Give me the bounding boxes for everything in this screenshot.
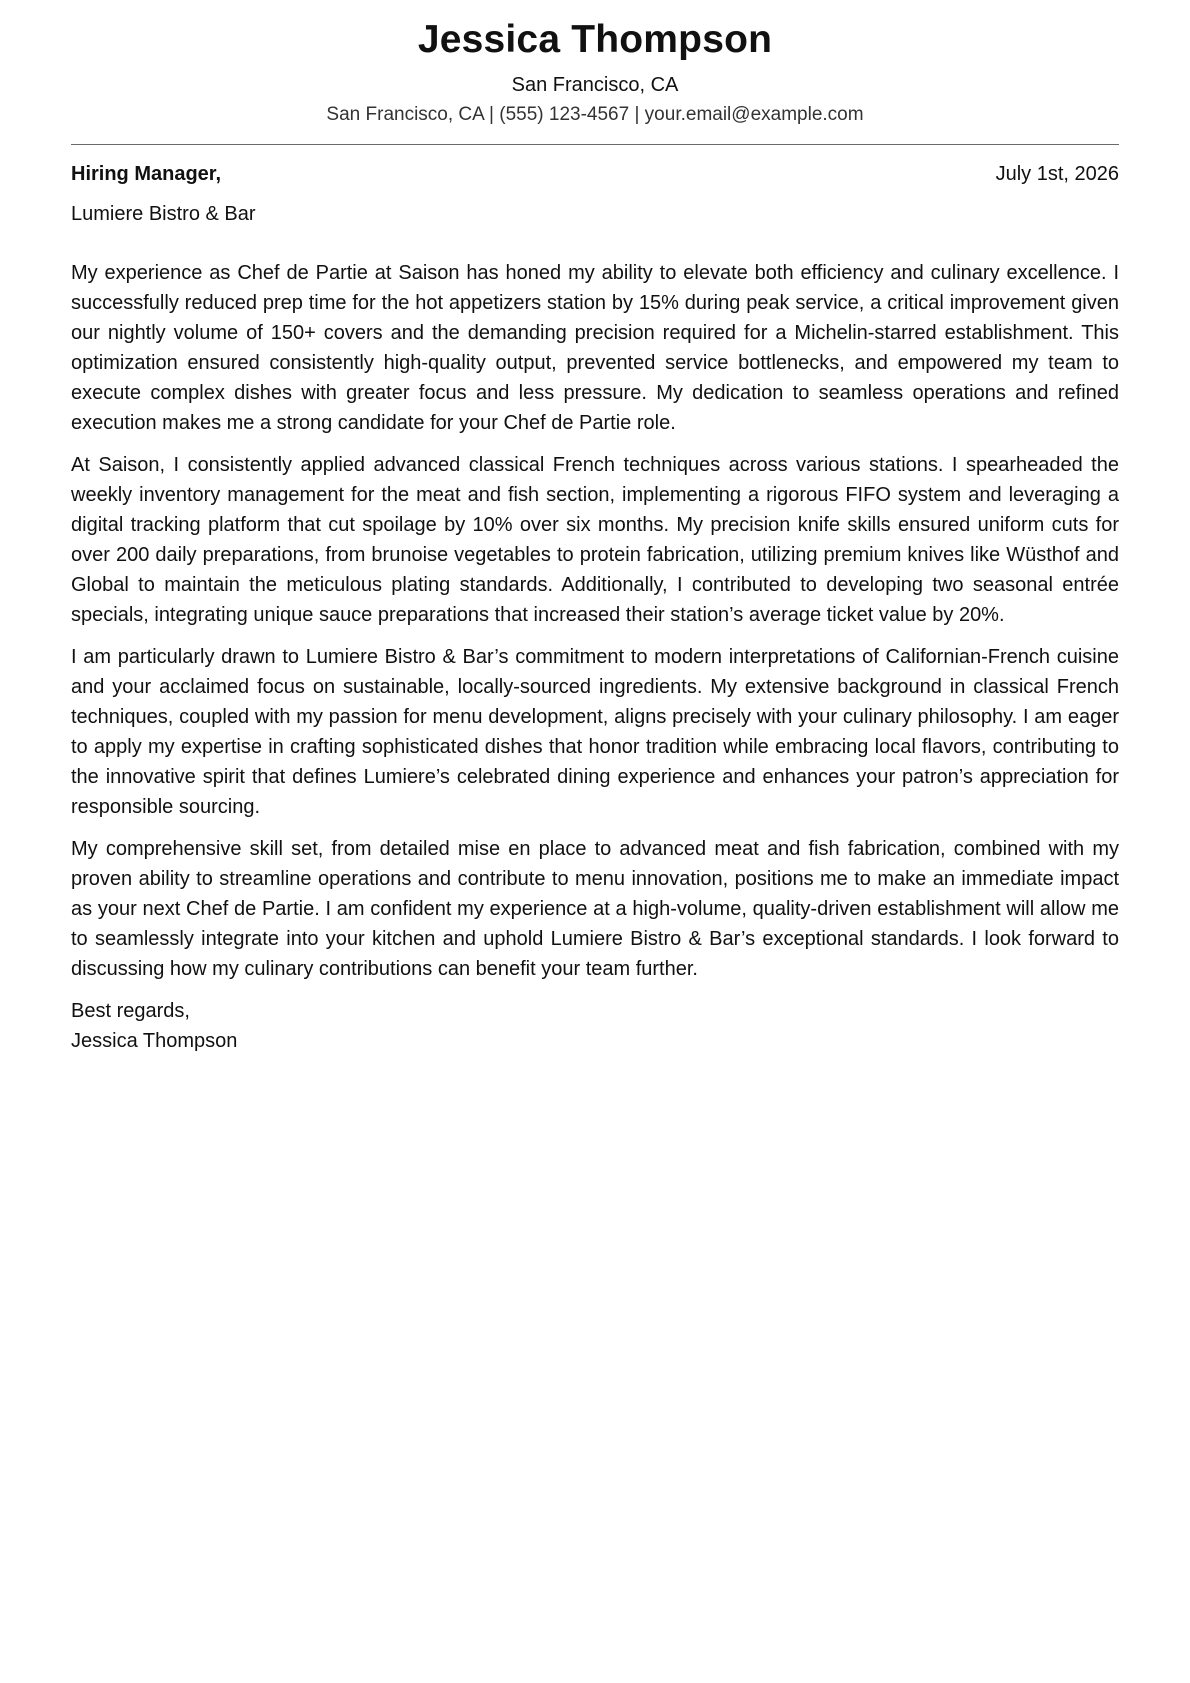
body-paragraph: My experience as Chef de Partie at Saison has honed my ability to elevate both efficiency and culinary excellence. I successfully reduced prep time for the hot appetizers station by 15% during peak service, a critical improvement given our nightly volume of 150+ covers and the demanding precision required for a Michelin-starred establishment. This optimization ensured consistently high-quality output, prevented service bottlenecks, and empowered my team to execute complex dishes with greater focus and less pressure. My dedication to seamless operations and refined execution makes me a strong candidate for your Chef de Partie role. (71, 262, 1119, 434)
body-paragraph: I am particularly drawn to Lumiere Bistro & Bar’s commitment to modern interpretations of Californian-French cuisine and your acclaimed focus on sustainable, locally-sourced ingredients. My extensive background in classical French techniques, coupled with my passion for menu development, aligns precisely with your culinary philosophy. I am eager to apply my expertise in crafting sophisticated dishes that honor tradition while embracing local flavors, contributing to the innovative spirit that defines Lumiere’s celebrated dining experience and enhances your patron’s appreciation for responsible sourcing. (71, 646, 1119, 818)
applicant-name: Jessica Thompson (417, 18, 773, 61)
applicant-location: San Francisco, CA (511, 74, 679, 96)
letter-closing (71, 996, 1119, 1056)
body-paragraph: My comprehensive skill set, from detailed mise en place to advanced meat and fish fabrication, combined with my proven ability to streamline operations and contribute to menu innovation, positions me to make an immediate impact as your next Chef de Partie. I am confident my experience at a high-volume, quality-driven establishment will allow me to seamlessly integrate into your kitchen and uphold Lumiere Bistro & Bar’s exceptional standards. I look forward to discussing how my culinary contributions can benefit your team further. (71, 838, 1119, 980)
letter-header (71, 0, 1119, 128)
recipient-row (71, 160, 1119, 188)
header-divider (71, 144, 1119, 145)
signature-name: Jessica Thompson (71, 1030, 238, 1052)
letter-date: July 1st, 2026 (995, 163, 1119, 185)
valediction: Best regards, (71, 1000, 190, 1022)
recipient-company: Lumiere Bistro & Bar (71, 203, 256, 225)
recipient-salutation: Hiring Manager, (71, 163, 222, 185)
body-paragraph: At Saison, I consistently applied advanced classical French techniques across various stations. I spearheaded the weekly inventory management for the meat and fish section, implementing a rigorous FIFO system and leveraging a digital tracking platform that cut spoilage by 10% over six months. My precision knife skills ensured uniform cuts for over 200 daily preparations, from brunoise vegetables to protein fabrication, utilizing premium knives like Wüsthof and Global to maintain the meticulous plating standards. Additionally, I contributed to developing two seasonal entrée specials, integrating unique sauce preparations that increased their station’s average ticket value by 20%. (71, 454, 1119, 626)
letter-body (71, 258, 1119, 984)
contact-line: San Francisco, CA | (555) 123-4567 | your.email@example.com (326, 104, 864, 125)
